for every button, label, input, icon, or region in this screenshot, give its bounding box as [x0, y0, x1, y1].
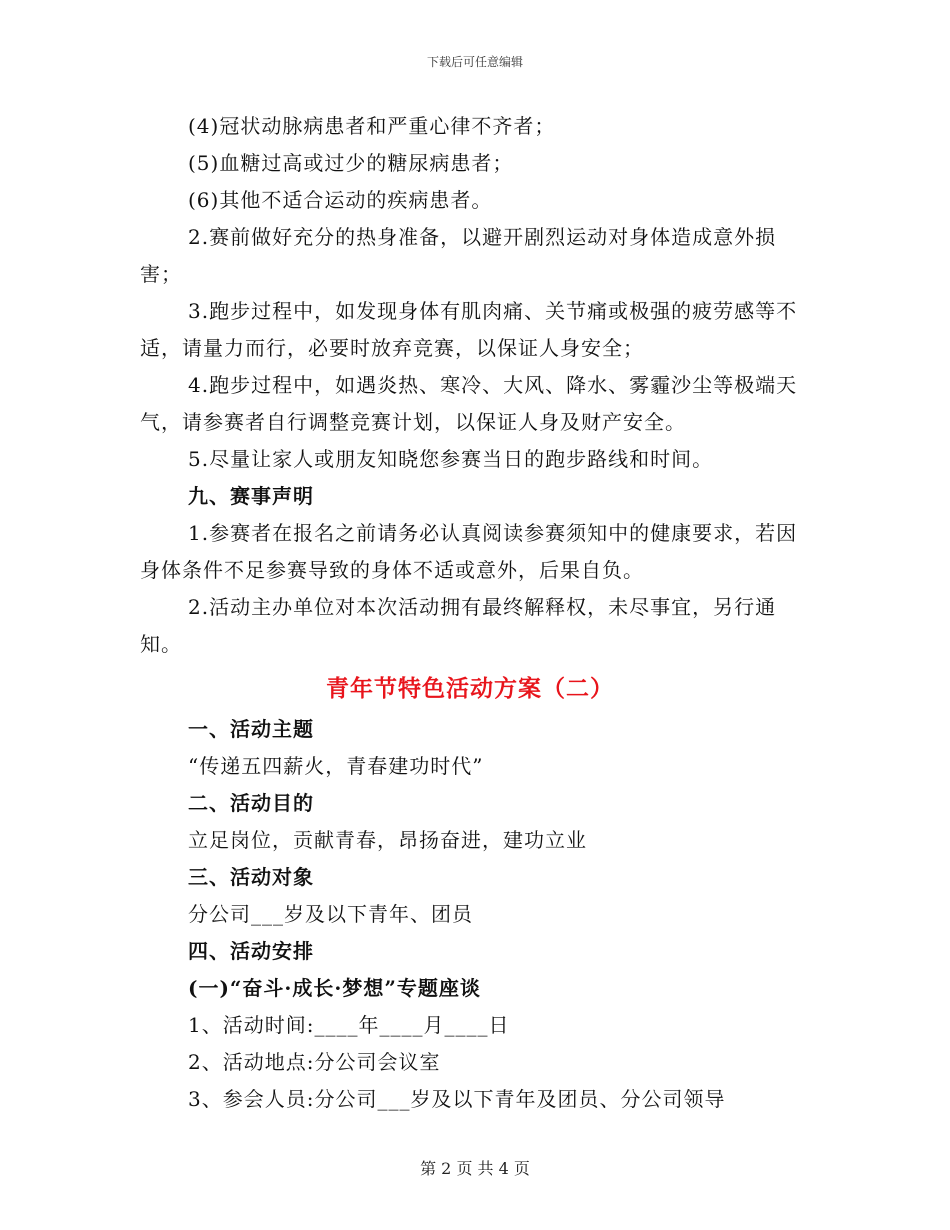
arrangement-item-1: 1、活动时间:____年____月____日	[188, 1013, 510, 1037]
paragraph-5: 5.尽量让家人或朋友知晓您参赛当日的跑步路线和时间。	[188, 447, 714, 471]
section-9-paragraph-2: 2.活动主办单位对本次活动拥有最终解释权，未尽事宜，另行通知。	[140, 595, 777, 656]
page-footer: 第 2 页 共 4 页	[420, 1159, 530, 1178]
page-header: 下载后可任意编辑	[426, 55, 523, 69]
paragraph-4: 4.跑步过程中，如遇炎热、寒冷、大风、降水、雾霾沙尘等极端天气，请参赛者自行调整竞赛计划，以保证人身及财产安全。	[140, 373, 798, 434]
document-body	[140, 108, 800, 1118]
paragraph-3: 3.跑步过程中，如发现身体有肌肉痛、关节痛或极强的疲劳感等不适，请量力而行，必要时放弃竞赛，以保证人身安全；	[140, 299, 798, 360]
heading-theme: 一、活动主题	[188, 717, 314, 741]
heading-arrangement: 四、活动安排	[188, 939, 314, 963]
paragraph-2: 2.赛前做好充分的热身准备，以避开剧烈运动对身体造成意外损害；	[140, 225, 777, 286]
list-item-4: (4)冠状动脉病患者和严重心律不齐者；	[188, 114, 556, 138]
heading-purpose: 二、活动目的	[188, 791, 314, 815]
sub-heading-seminar: (一)“奋斗·成长·梦想”专题座谈	[188, 976, 481, 1000]
arrangement-item-3: 3、参会人员:分公司___岁及以下青年及团员、分公司领导	[188, 1087, 726, 1111]
theme-text: “传递五四薪火，青春建功时代”	[188, 754, 484, 778]
list-item-5: (5)血糖过高或过少的糖尿病患者；	[188, 151, 514, 175]
plan-2-title: 青年节特色活动方案（二）	[326, 675, 614, 702]
section-9-paragraph-1: 1.参赛者在报名之前请务必认真阅读参赛须知中的健康要求，若因身体条件不足参赛导致的身体不适或意外，后果自负。	[140, 521, 798, 582]
section-9-heading: 九、赛事声明	[188, 484, 314, 508]
audience-text: 分公司___岁及以下青年、团员	[188, 902, 473, 926]
heading-audience: 三、活动对象	[188, 865, 314, 889]
arrangement-item-2: 2、活动地点:分公司会议室	[188, 1050, 441, 1074]
list-item-6: (6)其他不适合运动的疾病患者。	[188, 188, 493, 212]
purpose-text: 立足岗位，贡献青春，昂扬奋进，建功立业	[188, 828, 587, 852]
